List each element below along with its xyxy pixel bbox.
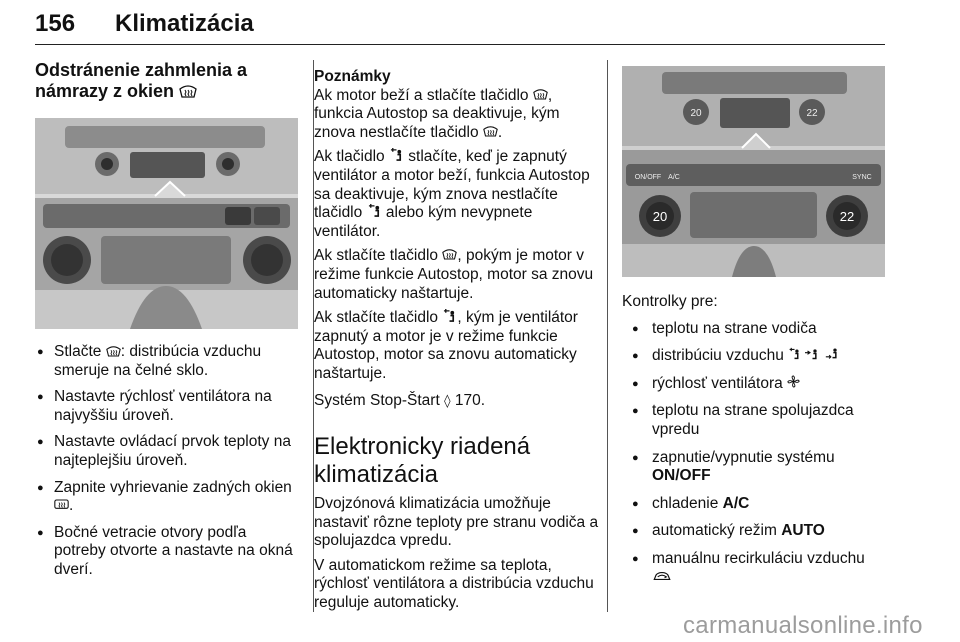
list-item: ● Nastavte rýchlosť ventilátora na najvyššiu úroveň. (35, 388, 300, 425)
list-item: ● manuálnu recirkuláciu vzduchu (622, 550, 885, 587)
instruction-list (35, 343, 300, 580)
watermark: carmanualsonline.info (683, 612, 923, 639)
list-item: ● rýchlosť ventilátora (622, 375, 885, 394)
column-divider (607, 60, 608, 612)
climate-panel-photo (35, 118, 298, 329)
paragraph: Ak motor beží a stlačíte tlačidlo , funkcia Autostop sa deaktivuje, kým znova nestlačíte tlačidlo . (314, 86, 560, 141)
svg-text:22: 22 (806, 108, 818, 119)
svg-text:20: 20 (652, 209, 668, 224)
list-item: ● chladenie A/C (622, 495, 885, 514)
indicator-intro: Kontrolky pre: (622, 293, 718, 310)
windscreen-defrost-icon (179, 84, 197, 98)
page-header (35, 6, 885, 45)
paragraph: Dvojzónová klimatizácia umožňuje nastaviť rôzne teploty pre stranu vodiča a spolujazdca vpredu. (314, 495, 599, 550)
fan-icon (787, 375, 800, 388)
windscreen-defrost-icon (533, 88, 548, 100)
paragraph: V automatickom režime sa teplota, rýchlosť ventilátora a distribúcia vzduchu reguluje automaticky. (314, 556, 594, 612)
paragraph: Ak tlačidlo stlačíte, keď je zapnutý ventilátor a motor beží, funkcia Autostop sa deaktivuje, kým znova nestlačíte tlačidlo alebo kým nevypnete ventilátor. (314, 148, 590, 240)
svg-text:20: 20 (690, 108, 702, 119)
list-item: ● Zapnite vyhrievanie zadných okien . (35, 479, 300, 516)
column-right (622, 66, 885, 596)
svg-text:22: 22 (839, 209, 855, 224)
list-item: ● teplotu na strane vodiča (622, 320, 885, 339)
reference-arrow-icon: ◊ (444, 393, 451, 409)
climate-control-photo (622, 66, 885, 277)
section-heading: Elektronicky riadená klimatizácia (314, 433, 531, 489)
indicator-list (622, 320, 885, 588)
windscreen-defrost-icon (483, 125, 498, 137)
svg-text:SYNC: SYNC (852, 174, 872, 181)
air-distribution-windscreen-icon (442, 309, 457, 322)
windscreen-defrost-icon (106, 345, 121, 357)
windscreen-defrost-icon (442, 248, 457, 260)
list-item: ● Nastavte ovládací prvok teploty na najteplejšiu úroveň. (35, 433, 300, 470)
section-title: Odstránenie zahmlenia a námrazy z okien (35, 60, 248, 101)
list-item: ● zapnutie/vypnutie systému ON/OFF (622, 449, 885, 486)
air-distribution-windscreen-icon (367, 204, 382, 217)
rear-window-heating-icon (54, 499, 69, 511)
paragraph: Ak stlačíte tlačidlo , kým je ventilátor zapnutý a motor je v režime funkcie Autostop, motor sa znovu automaticky naštartuje. (314, 309, 578, 382)
paragraph: Systém Stop-Štart ◊ 170. (314, 392, 601, 412)
list-item: ● distribúciu vzduchu (622, 347, 885, 366)
paragraph: Ak stlačíte tlačidlo , pokým je motor v režime funkcie Autostop, motor sa znovu automaticky naštartuje. (314, 247, 594, 302)
air-distribution-windscreen-icon (389, 148, 404, 161)
page-number: 156 (35, 10, 76, 37)
svg-text:ON/OFF: ON/OFF (634, 174, 662, 181)
column-middle (314, 68, 601, 619)
list-item: ● Stlačte : distribúcia vzduchu smeruje na čelné sklo. (35, 343, 300, 380)
note-title: Poznámky (314, 68, 391, 85)
chapter-title: Klimatizácia (115, 10, 254, 37)
list-item: ● teplotu na strane spolujazdca vpredu (622, 402, 885, 439)
air-recirculation-icon (652, 570, 672, 582)
column-left (35, 60, 300, 588)
list-item: ● Bočné vetracie otvory podľa potreby otvorte a nastavte na okná dverí. (35, 524, 300, 580)
svg-text:A/C: A/C (668, 174, 680, 181)
air-distribution-foot-icon (825, 347, 840, 360)
air-distribution-windscreen-icon (788, 347, 801, 360)
air-distribution-face-icon (805, 347, 820, 360)
list-item: ● automatický režim AUTO (622, 522, 885, 541)
